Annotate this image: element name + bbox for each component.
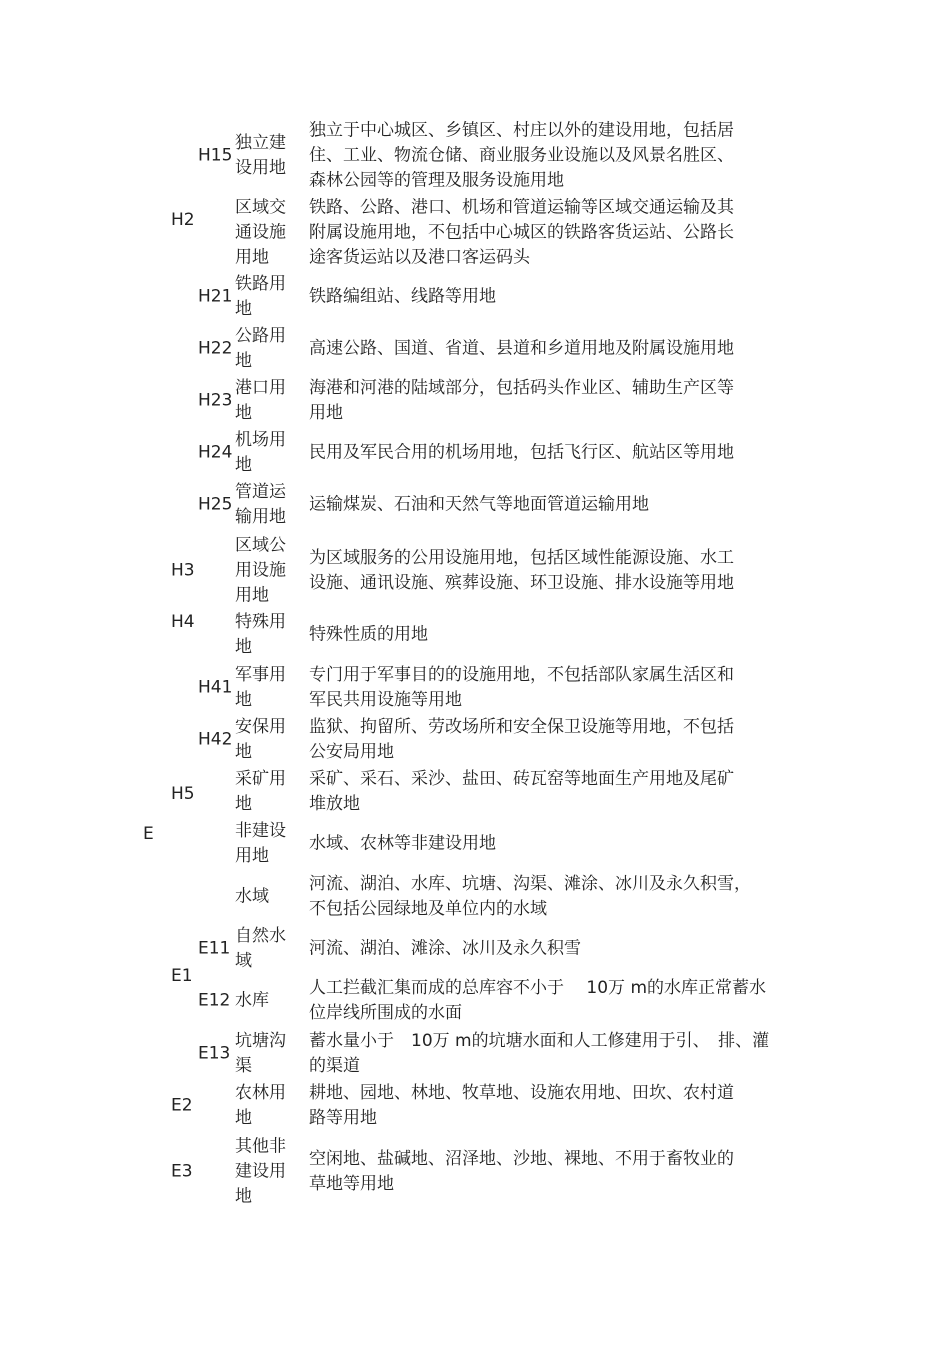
land-use-name: 管道运 输用地 <box>235 482 286 527</box>
land-use-name: 区域公 用设施 用地 <box>235 535 286 605</box>
land-use-name: 军事用 地 <box>235 665 286 710</box>
table-row <box>0 195 950 270</box>
table-row <box>0 715 950 765</box>
land-use-name: 农林用 地 <box>235 1083 286 1128</box>
land-use-description: 河流、湖泊、水库、坑塘、沟渠、滩涂、冰川及永久积雪， 不包括公园绿地及单位内的水域 <box>309 874 751 919</box>
subclass-code: H25 <box>198 494 233 515</box>
midclass-code: E3 <box>171 1161 193 1181</box>
table-row <box>0 376 950 426</box>
table-row <box>0 480 950 530</box>
land-use-description: 耕地、园地、林地、牧草地、设施农用地、田坎、农村道 路等用地 <box>309 1083 734 1128</box>
land-use-name: 区域交 通设施 用地 <box>235 197 286 267</box>
land-use-description: 蓄水量小于 10万 m的坑塘水面和人工修建用于引、 排、灌 的渠道 <box>309 1031 770 1076</box>
land-use-description: 铁路编组站、线路等用地 <box>309 286 496 307</box>
land-use-name: 独立建 设用地 <box>235 132 286 178</box>
subclass-code: H22 <box>198 338 233 359</box>
table-row <box>0 1081 950 1131</box>
land-use-description: 采矿、采石、采沙、盐田、砖瓦窑等地面生产用地及尾矿 堆放地 <box>309 769 734 814</box>
land-use-description: 水域、农林等非建设用地 <box>309 833 496 854</box>
land-use-name: 坑塘沟 渠 <box>235 1031 286 1076</box>
land-use-description: 高速公路、国道、省道、县道和乡道用地及附属设施用地 <box>309 338 734 359</box>
land-use-name: 港口用 地 <box>235 378 286 423</box>
land-use-description: 特殊性质的用地 <box>309 624 428 645</box>
subclass-code: E12 <box>198 990 231 1011</box>
land-use-description: 河流、湖泊、滩涂、冰川及永久积雪 <box>309 938 581 959</box>
land-use-description: 铁路、公路、港口、机场和管道运输等区域交通运输及其 附属设施用地，不包括中心城区的铁路客货运站、公路长 途客货运站以及港口客运码头 <box>309 197 734 267</box>
land-use-description: 专门用于军事目的的设施用地，不包括部队家属生活区和 军民共用设施等用地 <box>309 665 734 710</box>
midclass-code: H4 <box>171 612 195 632</box>
land-use-name: 安保用 地 <box>235 717 286 762</box>
table-row <box>0 663 950 713</box>
table-row <box>0 428 950 478</box>
land-use-name: 自然水 域 <box>235 926 286 971</box>
land-use-description: 监狱、拘留所、劳改场所和安全保卫设施等用地，不包括 公安局用地 <box>309 717 734 762</box>
table-row <box>0 767 950 817</box>
subclass-code: E11 <box>198 938 231 959</box>
subclass-code: H21 <box>198 286 233 307</box>
midclass-code: E1 <box>171 966 193 986</box>
land-use-description: 运输煤炭、石油和天然气等地面管道运输用地 <box>309 494 649 515</box>
midclass-code: H2 <box>171 210 195 230</box>
land-use-name: 特殊用 地 <box>235 612 286 657</box>
land-use-description: 人工拦截汇集而成的总库容不小于 10万 m的水库正常蓄水 位岸线所围成的水面 <box>309 978 766 1023</box>
midclass-code: H5 <box>171 784 195 804</box>
land-use-name: 水库 <box>235 990 269 1011</box>
subclass-code: H15 <box>198 145 233 165</box>
land-use-description: 海港和河港的陆域部分，包括码头作业区、辅助生产区等 用地 <box>309 378 734 423</box>
land-use-name: 水域 <box>235 886 269 907</box>
table-row <box>0 272 950 322</box>
table-row <box>0 819 950 869</box>
land-use-name: 采矿用 地 <box>235 769 286 814</box>
land-use-name: 机场用 地 <box>235 430 286 475</box>
class-code: E <box>143 824 154 844</box>
subclass-code: H41 <box>198 677 233 698</box>
land-use-name: 公路用 地 <box>235 326 286 371</box>
table-row <box>0 976 950 1026</box>
subclass-code: H24 <box>198 442 233 463</box>
table-row <box>0 924 950 974</box>
land-use-name: 非建设 用地 <box>235 821 286 866</box>
land-use-description: 民用及军民合用的机场用地，包括飞行区、航站区等用地 <box>309 442 734 463</box>
subclass-code: E13 <box>198 1043 231 1064</box>
table-row <box>0 610 950 660</box>
table-row <box>0 1134 950 1209</box>
table-row <box>0 118 950 193</box>
subclass-code: H42 <box>198 729 233 750</box>
subclass-code: H23 <box>198 390 233 411</box>
midclass-code: H3 <box>171 560 195 580</box>
land-use-description: 独立于中心城区、乡镇区、村庄以外的建设用地，包括居 住、工业、物流仓储、商业服务业设施以及风景名胜区、 森林公园等的管理及服务设施用地 <box>309 120 734 190</box>
table-row <box>0 533 950 608</box>
land-use-description: 为区域服务的公用设施用地，包括区域性能源设施、水工 设施、通讯设施、殡葬设施、环卫设施、排水设施等用地 <box>309 547 734 593</box>
table-row <box>0 872 950 922</box>
land-use-name: 其他非 建设用 地 <box>235 1136 286 1206</box>
table-row <box>0 1029 950 1079</box>
land-use-name: 铁路用 地 <box>235 274 286 319</box>
table-row <box>0 324 950 374</box>
midclass-code: E2 <box>171 1095 193 1116</box>
land-use-description: 空闲地、盐碱地、沼泽地、沙地、裸地、不用于畜牧业的 草地等用地 <box>309 1148 734 1194</box>
